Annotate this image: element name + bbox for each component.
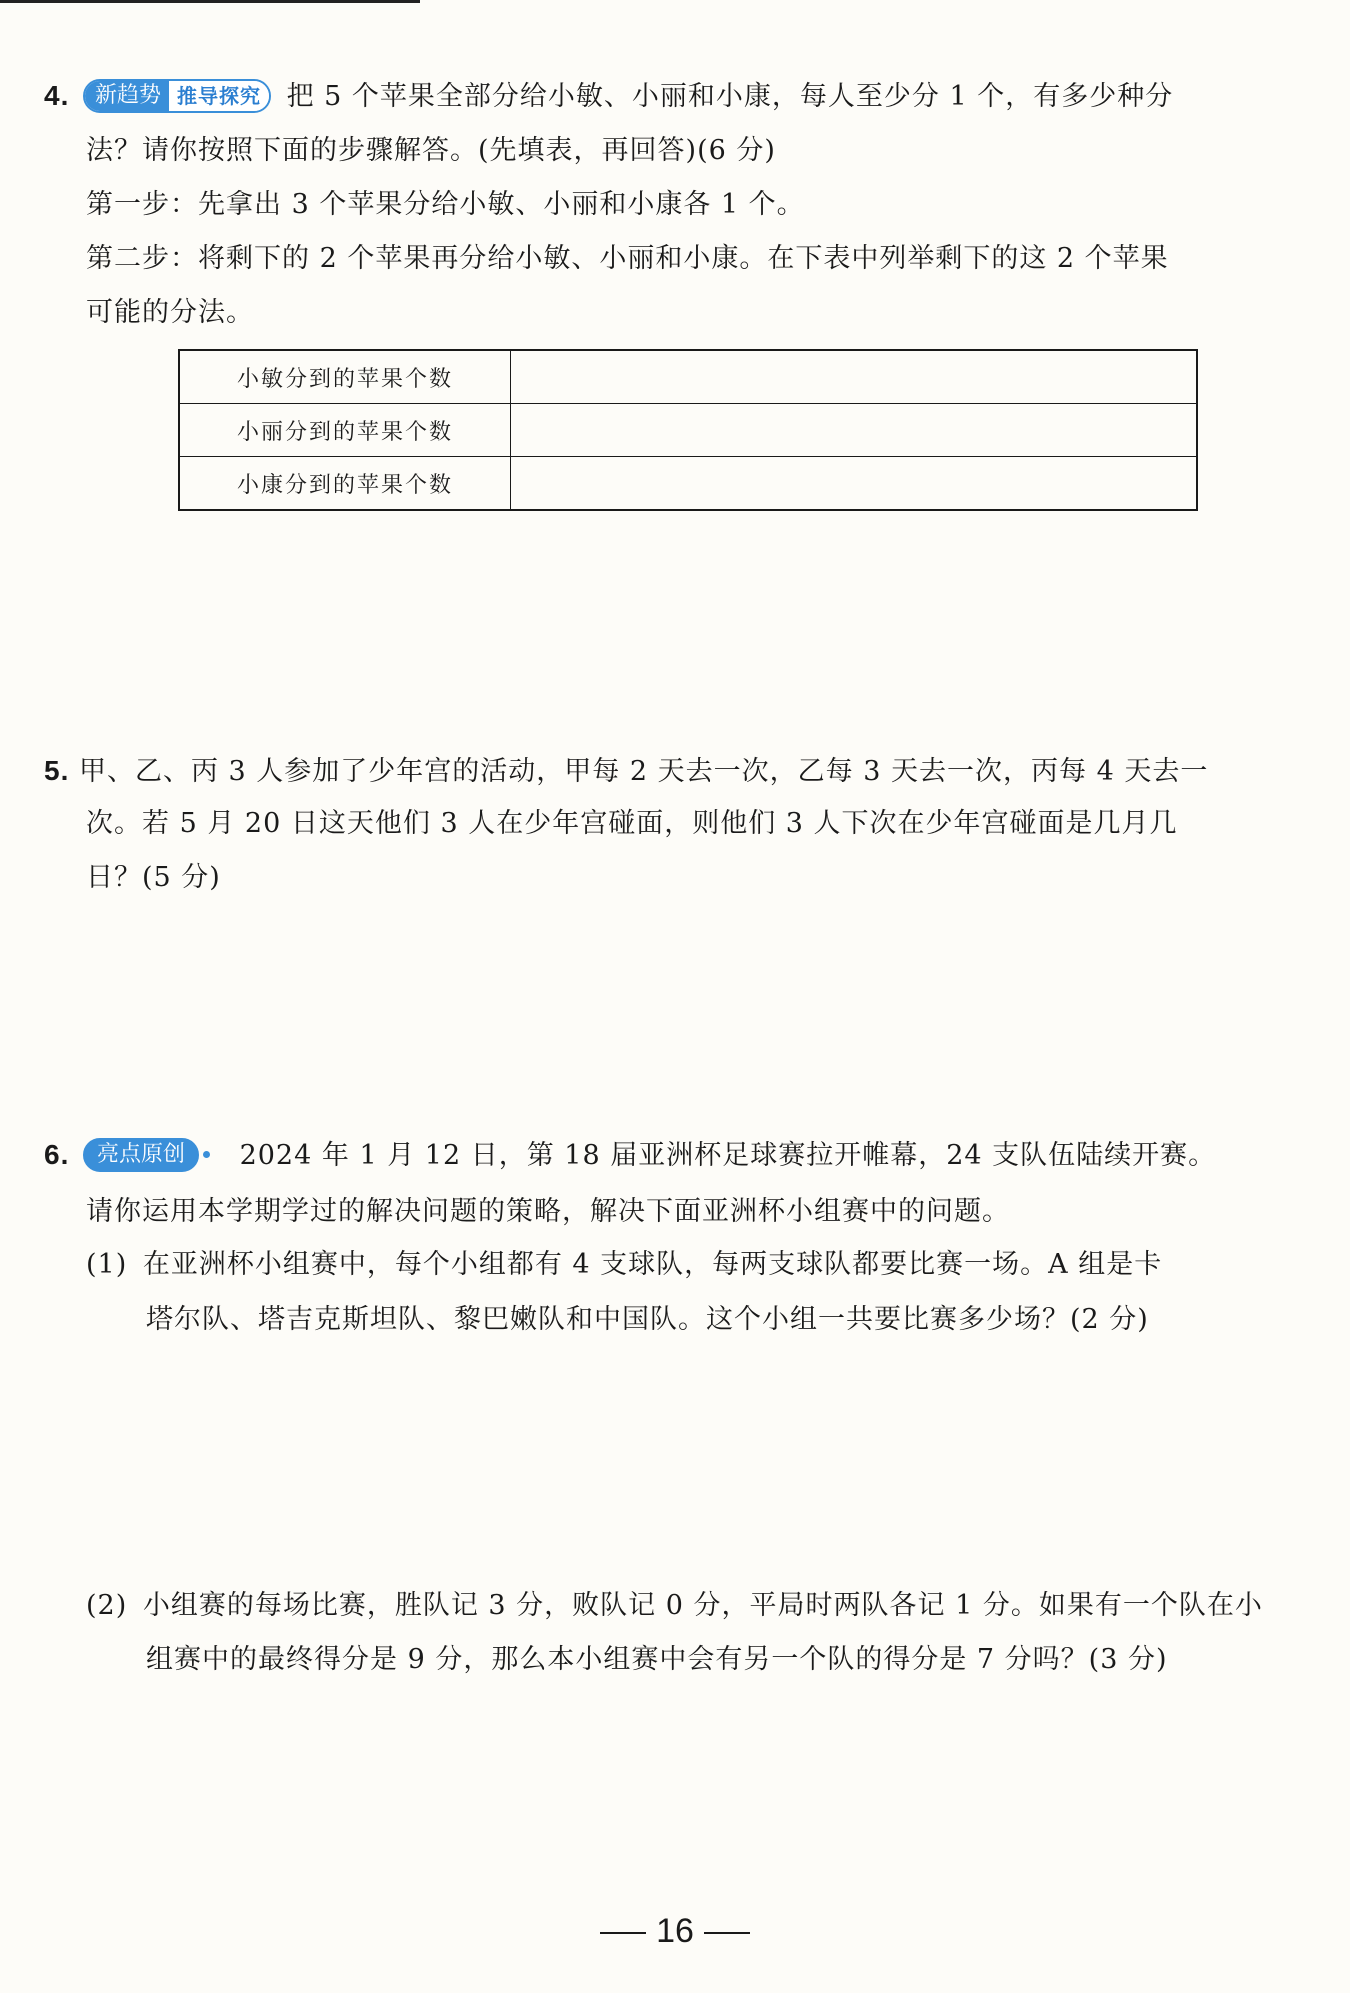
page-number: 16 bbox=[656, 1912, 694, 1950]
q4-step2-line1: 第二步：将剩下的 2 个苹果再分给小敏、小丽和小康。在下表中列举剩下的这 2 个苹果 bbox=[86, 243, 1169, 274]
q6-text-1: 2024 年 1 月 12 日，第 18 届亚洲杯足球赛拉开帷幕，24 支队伍陆续开赛。 bbox=[239, 1140, 1217, 1171]
q6-text-2: 请你运用本学期学过的解决问题的策略，解决下面亚洲杯小组赛中的问题。 bbox=[86, 1196, 1010, 1227]
table-row bbox=[179, 404, 1197, 457]
answer-cell-xiaokang[interactable] bbox=[511, 457, 1198, 511]
row-label-xiaomin: 小敏分到的苹果个数 bbox=[179, 350, 511, 404]
table-row bbox=[179, 350, 1197, 404]
apple-distribution-table bbox=[178, 349, 1198, 511]
q6-sub1-text-1: 在亚洲杯小组赛中，每个小组都有 4 支球队，每两支球队都要比赛一场。A 组是卡 bbox=[142, 1249, 1163, 1280]
q6-sub2-number: (2) bbox=[86, 1590, 128, 1621]
q4-line1 bbox=[44, 76, 1173, 117]
q4-step1: 第一步：先拿出 3 个苹果分给小敏、小丽和小康各 1 个。 bbox=[86, 189, 805, 220]
footer-dash-right bbox=[704, 1932, 750, 1934]
q6-sub2-line1 bbox=[86, 1586, 1263, 1626]
page-footer bbox=[0, 1912, 1350, 1951]
row-label-xiaokang: 小康分到的苹果个数 bbox=[179, 457, 511, 511]
q6-number: 6. bbox=[44, 1139, 70, 1170]
answer-cell-xiaoli[interactable] bbox=[511, 404, 1198, 457]
scan-edge-line bbox=[0, 0, 420, 3]
q4-step2-line2: 可能的分法。 bbox=[86, 297, 254, 328]
q6-line1 bbox=[44, 1135, 1216, 1176]
row-label-xiaoli: 小丽分到的苹果个数 bbox=[179, 404, 511, 457]
q5-text-3: 日？(5 分) bbox=[86, 862, 221, 893]
q6-sub1-line1 bbox=[86, 1245, 1162, 1285]
q6-sub2-text-1: 小组赛的每场比赛，胜队记 3 分，败队记 0 分，平局时两队各记 1 分。如果有一个队在小 bbox=[142, 1590, 1263, 1621]
q4-tag-main: 新趋势 bbox=[85, 81, 169, 111]
q4-number: 4. bbox=[44, 80, 70, 111]
q6-sub1-number: (1) bbox=[86, 1249, 128, 1280]
table-row bbox=[179, 457, 1197, 511]
q5-line1 bbox=[44, 751, 1208, 792]
q6-sub1-text-2: 塔尔队、塔吉克斯坦队、黎巴嫩队和中国队。这个小组一共要比赛多少场？(2 分) bbox=[146, 1304, 1149, 1335]
q4-text-1: 把 5 个苹果全部分给小敏、小丽和小康，每人至少分 1 个，有多少种分 bbox=[286, 81, 1174, 112]
q5-text-2: 次。若 5 月 20 日这天他们 3 人在少年宫碰面，则他们 3 人下次在少年宫碰面是几月几 bbox=[86, 808, 1178, 839]
tag-dot-icon bbox=[203, 1151, 210, 1158]
footer-dash-left bbox=[600, 1932, 646, 1934]
q4-tag bbox=[83, 79, 271, 113]
q5-number: 5. bbox=[44, 755, 70, 786]
q4-tag-sub: 推导探究 bbox=[169, 81, 269, 111]
q6-sub2-text-2: 组赛中的最终得分是 9 分，那么本小组赛中会有另一个队的得分是 7 分吗？(3 分) bbox=[146, 1644, 1168, 1675]
answer-cell-xiaomin[interactable] bbox=[511, 350, 1198, 404]
q6-tag: 亮点原创 bbox=[83, 1138, 199, 1172]
q5-text-1: 甲、乙、丙 3 人参加了少年宫的活动，甲每 2 天去一次，乙每 3 天去一次，丙每 4 天去一 bbox=[78, 756, 1209, 787]
q4-text-2: 法？请你按照下面的步骤解答。(先填表，再回答)(6 分) bbox=[86, 135, 776, 166]
